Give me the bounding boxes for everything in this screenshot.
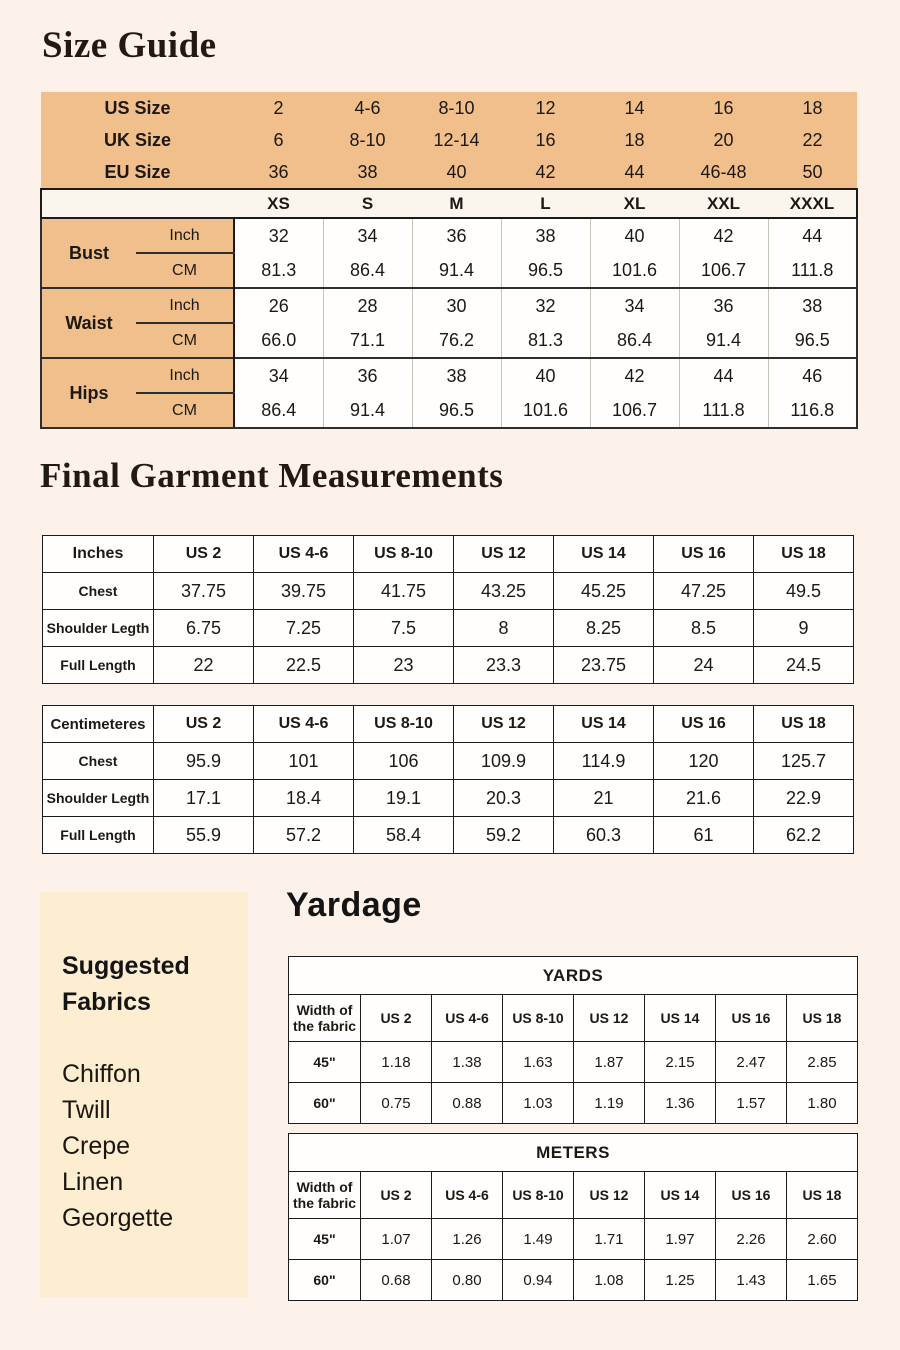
table-row bbox=[41, 358, 857, 393]
table-row bbox=[43, 817, 854, 854]
table-cell: 32 bbox=[501, 288, 590, 323]
table-cell: US 12 bbox=[454, 706, 554, 743]
table-cell: 40 bbox=[412, 156, 501, 189]
table-cell: 26 bbox=[234, 288, 323, 323]
table-cell: 36 bbox=[234, 156, 323, 189]
meters-table bbox=[288, 1133, 858, 1301]
table-cell: US 8-10 bbox=[354, 706, 454, 743]
table-cell: 55.9 bbox=[154, 817, 254, 854]
table-cell: US 2 bbox=[361, 1172, 432, 1219]
table-cell: 14 bbox=[590, 92, 679, 124]
table-cell: M bbox=[412, 189, 501, 218]
table-cell: 96.5 bbox=[768, 323, 857, 358]
table-cell: 30 bbox=[412, 288, 501, 323]
table-cell: 20 bbox=[679, 124, 768, 156]
table-cell: 17.1 bbox=[154, 780, 254, 817]
table-cell: US 14 bbox=[645, 1172, 716, 1219]
table-cell: 43.25 bbox=[454, 573, 554, 610]
table-row bbox=[43, 573, 854, 610]
table-cell: US 4-6 bbox=[432, 1172, 503, 1219]
table-cell: 8-10 bbox=[323, 124, 412, 156]
table-cell: 0.80 bbox=[432, 1260, 503, 1301]
table-cell: US 12 bbox=[574, 995, 645, 1042]
table-row bbox=[41, 288, 857, 323]
row-label: Waist bbox=[41, 288, 136, 358]
table-cell: 96.5 bbox=[412, 393, 501, 428]
table-cell: 1.87 bbox=[574, 1042, 645, 1083]
table-cell: XS bbox=[234, 189, 323, 218]
table-cell: XL bbox=[590, 189, 679, 218]
table-cell: 34 bbox=[234, 358, 323, 393]
table-cell: US 8-10 bbox=[503, 995, 574, 1042]
table-cell: 46-48 bbox=[679, 156, 768, 189]
table-cell: 2.15 bbox=[645, 1042, 716, 1083]
table-cell: US 16 bbox=[716, 995, 787, 1042]
table-cell: US 12 bbox=[574, 1172, 645, 1219]
table-cell: 71.1 bbox=[323, 323, 412, 358]
table-cell: 125.7 bbox=[754, 743, 854, 780]
table-cell: 36 bbox=[679, 288, 768, 323]
table-cell: 22 bbox=[154, 647, 254, 684]
table-cell: 42 bbox=[590, 358, 679, 393]
table-title-row bbox=[289, 1134, 858, 1172]
table-cell: US 18 bbox=[754, 536, 854, 573]
table-row bbox=[41, 253, 857, 288]
table-cell: 24 bbox=[654, 647, 754, 684]
table-cell: 22.9 bbox=[754, 780, 854, 817]
table-cell: 2 bbox=[234, 92, 323, 124]
table-cell: 18.4 bbox=[254, 780, 354, 817]
table-cell: 81.3 bbox=[234, 253, 323, 288]
table-cell: 111.8 bbox=[679, 393, 768, 428]
table-cell: 18 bbox=[768, 92, 857, 124]
row-label: Shoulder Legth bbox=[43, 610, 154, 647]
table-cell: 1.03 bbox=[503, 1083, 574, 1124]
table-cell: 111.8 bbox=[768, 253, 857, 288]
table-cell: US 4-6 bbox=[254, 536, 354, 573]
table-title: YARDS bbox=[289, 957, 858, 995]
table-cell: 76.2 bbox=[412, 323, 501, 358]
row-label: Full Length bbox=[43, 647, 154, 684]
table-cell: 2.47 bbox=[716, 1042, 787, 1083]
fabric-list-item: Georgette bbox=[62, 1204, 174, 1232]
yards-table bbox=[288, 956, 858, 1124]
table-row bbox=[43, 647, 854, 684]
table-cell: 86.4 bbox=[323, 253, 412, 288]
table-row bbox=[41, 156, 857, 189]
table-cell: US 14 bbox=[554, 536, 654, 573]
table-cell: 81.3 bbox=[501, 323, 590, 358]
table-cell: 22 bbox=[768, 124, 857, 156]
table-cell: US 2 bbox=[361, 995, 432, 1042]
fabric-list-item: Crepe bbox=[62, 1132, 131, 1160]
table-cell: 42 bbox=[501, 156, 590, 189]
table-header-row bbox=[289, 995, 858, 1042]
unit-header: Centimeteres bbox=[43, 706, 154, 743]
table-cell: 59.2 bbox=[454, 817, 554, 854]
table-row bbox=[289, 1083, 858, 1124]
table-cell: 86.4 bbox=[234, 393, 323, 428]
table-header-row bbox=[43, 706, 854, 743]
table-cell: 0.94 bbox=[503, 1260, 574, 1301]
row-label: UK Size bbox=[41, 124, 234, 156]
fabric-list-item: Linen bbox=[62, 1168, 124, 1196]
unit-label: Inch bbox=[136, 358, 234, 393]
table-cell: 23.3 bbox=[454, 647, 554, 684]
row-label: Shoulder Legth bbox=[43, 780, 154, 817]
table-cell: 44 bbox=[768, 218, 857, 253]
table-cell: 37.75 bbox=[154, 573, 254, 610]
table-cell: 45.25 bbox=[554, 573, 654, 610]
table-cell: 12 bbox=[501, 92, 590, 124]
table-cell: 61 bbox=[654, 817, 754, 854]
table-cell: 120 bbox=[654, 743, 754, 780]
table-cell: 18 bbox=[590, 124, 679, 156]
table-row bbox=[289, 1260, 858, 1301]
table-cell: 36 bbox=[323, 358, 412, 393]
table-cell: S bbox=[323, 189, 412, 218]
table-cell: 4-6 bbox=[323, 92, 412, 124]
table-cell: 116.8 bbox=[768, 393, 857, 428]
width-header: Width of the fabric bbox=[289, 1172, 361, 1219]
table-cell: 44 bbox=[590, 156, 679, 189]
table-row bbox=[41, 92, 857, 124]
table-cell: 32 bbox=[234, 218, 323, 253]
table-cell: US 8-10 bbox=[503, 1172, 574, 1219]
table-cell: 1.07 bbox=[361, 1219, 432, 1260]
table-cell: 106.7 bbox=[679, 253, 768, 288]
table-cell: 101 bbox=[254, 743, 354, 780]
suggested-fabrics-panel bbox=[40, 892, 248, 1298]
table-cell: 101.6 bbox=[590, 253, 679, 288]
table-row bbox=[41, 218, 857, 253]
row-label: 45" bbox=[289, 1042, 361, 1083]
table-cell: 2.60 bbox=[787, 1219, 858, 1260]
table-row bbox=[43, 780, 854, 817]
table-cell: 1.71 bbox=[574, 1219, 645, 1260]
section-title-garment: Final Garment Measurements bbox=[40, 456, 504, 495]
table-cell: US 18 bbox=[787, 995, 858, 1042]
table-cell: 1.25 bbox=[645, 1260, 716, 1301]
table-header-row bbox=[43, 536, 854, 573]
garment-inches-table bbox=[42, 535, 854, 684]
table-cell: 50 bbox=[768, 156, 857, 189]
table-row bbox=[41, 124, 857, 156]
table-cell: 0.75 bbox=[361, 1083, 432, 1124]
table-cell: 19.1 bbox=[354, 780, 454, 817]
page-title: Size Guide bbox=[42, 25, 217, 66]
table-cell: US 16 bbox=[654, 706, 754, 743]
unit-label: CM bbox=[136, 253, 234, 288]
row-label: Hips bbox=[41, 358, 136, 428]
table-cell: US 16 bbox=[716, 1172, 787, 1219]
row-label: Chest bbox=[43, 743, 154, 780]
table-cell: 47.25 bbox=[654, 573, 754, 610]
table-cell: 1.43 bbox=[716, 1260, 787, 1301]
table-cell: 2.26 bbox=[716, 1219, 787, 1260]
table-cell: 2.85 bbox=[787, 1042, 858, 1083]
table-cell: 16 bbox=[679, 92, 768, 124]
table-cell: 1.97 bbox=[645, 1219, 716, 1260]
table-cell: US 2 bbox=[154, 536, 254, 573]
unit-header: Inches bbox=[43, 536, 154, 573]
table-cell: 1.19 bbox=[574, 1083, 645, 1124]
table-cell: 28 bbox=[323, 288, 412, 323]
table-cell: US 4-6 bbox=[254, 706, 354, 743]
row-label: EU Size bbox=[41, 156, 234, 189]
table-cell: 6.75 bbox=[154, 610, 254, 647]
fabrics-list bbox=[62, 1056, 248, 1236]
table-cell: US 12 bbox=[454, 536, 554, 573]
table-cell: 22.5 bbox=[254, 647, 354, 684]
table-cell: 38 bbox=[501, 218, 590, 253]
size-chart-table bbox=[40, 92, 858, 429]
table-cell: 95.9 bbox=[154, 743, 254, 780]
table-row bbox=[41, 323, 857, 358]
table-cell: 60.3 bbox=[554, 817, 654, 854]
table-cell: 109.9 bbox=[454, 743, 554, 780]
table-row bbox=[41, 393, 857, 428]
table-cell: 86.4 bbox=[590, 323, 679, 358]
table-cell: 1.36 bbox=[645, 1083, 716, 1124]
table-cell: XXL bbox=[679, 189, 768, 218]
table-cell: 21.6 bbox=[654, 780, 754, 817]
table-cell: 40 bbox=[501, 358, 590, 393]
row-label: 60" bbox=[289, 1083, 361, 1124]
table-cell: 23.75 bbox=[554, 647, 654, 684]
table-cell: 66.0 bbox=[234, 323, 323, 358]
table-cell: 20.3 bbox=[454, 780, 554, 817]
table-cell: 16 bbox=[501, 124, 590, 156]
table-cell: 1.65 bbox=[787, 1260, 858, 1301]
table-cell: 1.80 bbox=[787, 1083, 858, 1124]
table-cell: 8.25 bbox=[554, 610, 654, 647]
fabric-list-item: Twill bbox=[62, 1096, 111, 1124]
table-cell: US 8-10 bbox=[354, 536, 454, 573]
table-row bbox=[43, 610, 854, 647]
table-cell: 101.6 bbox=[501, 393, 590, 428]
table-cell: 0.88 bbox=[432, 1083, 503, 1124]
table-cell: XXXL bbox=[768, 189, 857, 218]
table-cell: US 2 bbox=[154, 706, 254, 743]
table-cell: 106.7 bbox=[590, 393, 679, 428]
garment-cm-table bbox=[42, 705, 854, 854]
table-row bbox=[289, 1042, 858, 1083]
row-label: Full Length bbox=[43, 817, 154, 854]
table-title-row bbox=[289, 957, 858, 995]
size-labels-row bbox=[41, 189, 857, 218]
table-cell: 8 bbox=[454, 610, 554, 647]
table-cell: US 14 bbox=[645, 995, 716, 1042]
table-cell: US 14 bbox=[554, 706, 654, 743]
row-label: Bust bbox=[41, 218, 136, 288]
table-cell: 1.38 bbox=[432, 1042, 503, 1083]
fabric-list-item: Chiffon bbox=[62, 1060, 141, 1088]
fabrics-panel-title: Suggested Fabrics bbox=[62, 952, 190, 1016]
table-cell: 21 bbox=[554, 780, 654, 817]
table-cell: 49.5 bbox=[754, 573, 854, 610]
row-label: US Size bbox=[41, 92, 234, 124]
table-cell: 9 bbox=[754, 610, 854, 647]
table-cell: 41.75 bbox=[354, 573, 454, 610]
table-cell: 38 bbox=[768, 288, 857, 323]
empty-cell bbox=[41, 189, 234, 218]
table-cell: 1.08 bbox=[574, 1260, 645, 1301]
table-cell: US 16 bbox=[654, 536, 754, 573]
unit-label: CM bbox=[136, 323, 234, 358]
table-cell: 7.25 bbox=[254, 610, 354, 647]
table-cell: US 18 bbox=[754, 706, 854, 743]
unit-label: Inch bbox=[136, 218, 234, 253]
table-cell: 12-14 bbox=[412, 124, 501, 156]
table-cell: 38 bbox=[323, 156, 412, 189]
table-cell: 57.2 bbox=[254, 817, 354, 854]
table-cell: 58.4 bbox=[354, 817, 454, 854]
table-cell: 8.5 bbox=[654, 610, 754, 647]
table-cell: 1.63 bbox=[503, 1042, 574, 1083]
table-title: METERS bbox=[289, 1134, 858, 1172]
table-cell: 114.9 bbox=[554, 743, 654, 780]
table-cell: 36 bbox=[412, 218, 501, 253]
table-cell: 62.2 bbox=[754, 817, 854, 854]
row-label: 45" bbox=[289, 1219, 361, 1260]
table-cell: 1.57 bbox=[716, 1083, 787, 1124]
table-cell: 34 bbox=[590, 288, 679, 323]
table-cell: 6 bbox=[234, 124, 323, 156]
table-cell: 34 bbox=[323, 218, 412, 253]
table-cell: 91.4 bbox=[323, 393, 412, 428]
unit-label: CM bbox=[136, 393, 234, 428]
table-cell: 1.49 bbox=[503, 1219, 574, 1260]
table-cell: 44 bbox=[679, 358, 768, 393]
table-cell: 24.5 bbox=[754, 647, 854, 684]
table-cell: 39.75 bbox=[254, 573, 354, 610]
table-cell: 96.5 bbox=[501, 253, 590, 288]
table-cell: US 18 bbox=[787, 1172, 858, 1219]
table-row bbox=[43, 743, 854, 780]
table-header-row bbox=[289, 1172, 858, 1219]
table-cell: 38 bbox=[412, 358, 501, 393]
row-label: Chest bbox=[43, 573, 154, 610]
table-cell: 42 bbox=[679, 218, 768, 253]
unit-label: Inch bbox=[136, 288, 234, 323]
section-title-yardage: Yardage bbox=[286, 886, 422, 924]
table-cell: 23 bbox=[354, 647, 454, 684]
table-cell: L bbox=[501, 189, 590, 218]
row-label: 60" bbox=[289, 1260, 361, 1301]
table-cell: 1.18 bbox=[361, 1042, 432, 1083]
table-cell: 0.68 bbox=[361, 1260, 432, 1301]
width-header: Width of the fabric bbox=[289, 995, 361, 1042]
table-cell: 91.4 bbox=[412, 253, 501, 288]
table-cell: 91.4 bbox=[679, 323, 768, 358]
table-cell: 7.5 bbox=[354, 610, 454, 647]
table-row bbox=[289, 1219, 858, 1260]
table-cell: 8-10 bbox=[412, 92, 501, 124]
table-cell: 106 bbox=[354, 743, 454, 780]
table-cell: 40 bbox=[590, 218, 679, 253]
table-cell: 1.26 bbox=[432, 1219, 503, 1260]
table-cell: US 4-6 bbox=[432, 995, 503, 1042]
table-cell: 46 bbox=[768, 358, 857, 393]
